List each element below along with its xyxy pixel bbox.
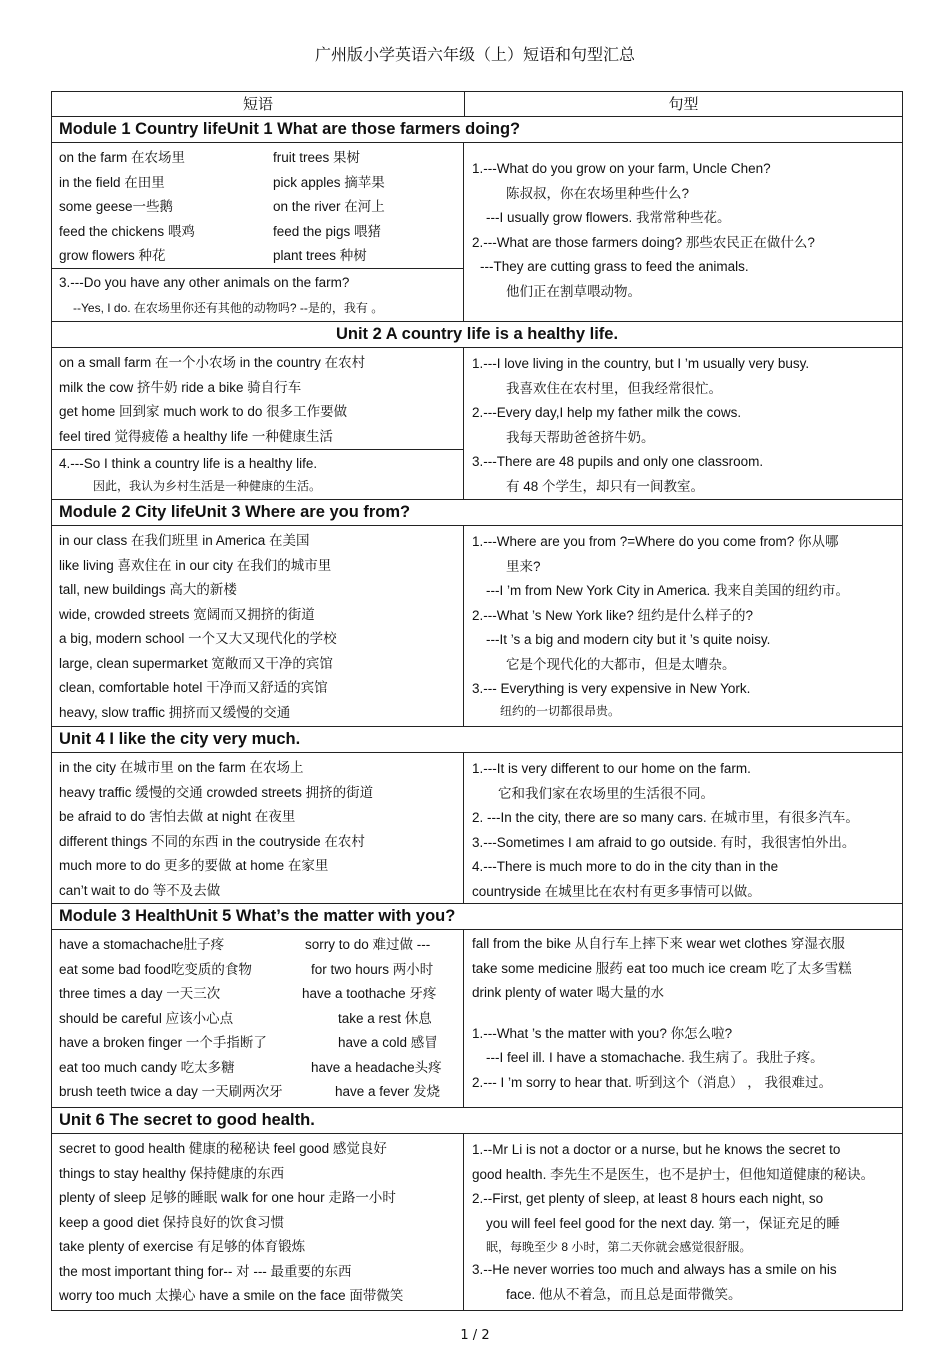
header-phrases: 短语 xyxy=(52,92,465,116)
phrase-line: large, clean supermarket 宽敞而又干净的宾馆 xyxy=(59,655,333,671)
phrase-line: feed the chickens 喂鸡 feed the pigs 喂猪 xyxy=(59,223,382,239)
phrase-line: a big, modern school 一个又大又现代化的学校 xyxy=(59,631,337,646)
phrase-line: take plenty of exercise 有足够的体育锻炼 xyxy=(59,1239,306,1254)
phrase-line: in the city 在城市里 on the farm 在农场上 xyxy=(59,760,304,775)
phrase-line: feel tired 觉得疲倦 a healthy life 一种健康生活 xyxy=(59,428,333,444)
unit-1-row xyxy=(52,143,902,322)
unit-2-phrases xyxy=(52,348,464,499)
phrase-line: grow flowers 种花 plant trees 种树 xyxy=(59,248,367,263)
section-module-2: Module 2 City lifeUnit 3 Where are you from? xyxy=(52,500,902,526)
phrase-line: three times a day 一天三次 have a toothache 牙疼 xyxy=(59,986,437,1001)
phrase-line: have a stomachache肚子疼 sorry to do 难过做 --- xyxy=(59,937,431,952)
unit-4-phrases xyxy=(52,753,464,903)
unit-1-extra-sentence: 3.---Do you have any other animals on the farm? --Yes, I do. 在农场里你还有其他的动物吗? --是的，我有 。 xyxy=(52,268,463,320)
unit-1-phrases xyxy=(52,143,464,321)
unit-6-row xyxy=(52,1134,902,1310)
phrase-line: on a small farm 在一个小农场 in the country 在农村 xyxy=(59,355,366,370)
unit-5-phrases xyxy=(52,930,464,1107)
unit-3-row xyxy=(52,526,902,727)
unit-6-sentences: 1.--Mr Li is not a doctor or a nurse, but he knows the secret to good health. 李先生不是医生，也不是护士，但他知道健康的秘诀。 2.--First, get plenty of sleep, at least 8 hours each night, so you will feel feel good for the next day. 第一，保证充足的睡 眠，每晚至少 8 小时，第二天你就会感觉很舒服。 3.--He never worries too much and always has a smile on his face. 他从不着急，而且总是面带微笑。 xyxy=(472,1142,875,1302)
phrase-line: heavy traffic 缓慢的交通 crowded streets 拥挤的街道 xyxy=(59,784,374,800)
phrase-line: heavy, slow traffic 拥挤而又缓慢的交通 xyxy=(59,704,291,720)
unit-6-phrases xyxy=(52,1134,464,1310)
summary-table xyxy=(51,91,903,1311)
phrase-line: have a broken finger 一个手指断了 have a cold 感冒 xyxy=(59,1035,438,1050)
unit-2-row xyxy=(52,348,902,500)
phrase-line: plenty of sleep 足够的睡眠 walk for one hour 走路一小时 xyxy=(59,1190,396,1205)
phrase-line: keep a good diet 保持良好的饮食习惯 xyxy=(59,1214,285,1230)
unit-4-sentences: 1.---It is very different to our home on the farm. 它和我们家在农场里的生活很不同。 2. ---In the city, there are so many cars. 在城市里，有很多汽车。 3.---Sometimes I am afraid to go outside. 有时，我很害怕外出。 4.---There is much more to do in the city than in the countryside 在城里比在农村有更多事情可以做。 xyxy=(472,761,859,899)
unit-3-sentences: 1.---Where are you from ?=Where do you come from? 你从哪 里来? ---I ’m from New York City in America. 我来自美国的纽约市。 2.---What ’s New York like? 纽约是什么样子的? ---It ’s a big and modern city but it ’s quite noisy. 它是个现代化的大都市，但是太嘈杂。 3.--- Everything is very expensive in New York. 纽约的一切都很昂贵。 xyxy=(472,534,850,718)
phrase-line: wide, crowded streets 宽阔而又拥挤的街道 xyxy=(59,606,315,622)
table-header xyxy=(52,92,902,117)
phrase-line: much more to do 更多的要做 at home 在家里 xyxy=(59,858,329,873)
phrase-line: the most important thing for-- 对 --- 最重要的东西 xyxy=(59,1263,352,1279)
unit-5-row xyxy=(52,930,902,1108)
phrase-line: eat too much candy 吃太多糖 have a headache头疼 xyxy=(59,1059,442,1075)
phrase-line: be afraid to do 害怕去做 at night 在夜里 xyxy=(59,809,296,824)
section-unit-2: Unit 2 A country life is a healthy life. xyxy=(52,322,902,348)
phrase-line: tall, new buildings 高大的新楼 xyxy=(59,582,237,597)
section-module-3: Module 3 HealthUnit 5 What’s the matter with you? xyxy=(52,904,902,930)
unit-2-sentences: 1.---I love living in the country, but I ’m usually very busy. 我喜欢住在农村里，但我经常很忙。 2.---Every day,I help my father milk the cows. 我每天帮助爸爸挤牛奶。 3.---There are 48 pupils and only one classroom. 有 48 个学生，却只有一间教室。 xyxy=(472,356,810,494)
phrase-line: like living 喜欢住在 in our city 在我们的城市里 xyxy=(59,557,332,573)
phrase-line: some geese一些鹅 on the river 在河上 xyxy=(59,199,385,214)
section-module-1: Module 1 Country lifeUnit 1 What are those farmers doing? xyxy=(52,117,902,143)
phrase-line: clean, comfortable hotel 干净而又舒适的宾馆 xyxy=(59,680,328,695)
phrase-line: worry too much 太操心 have a smile on the face 面带微笑 xyxy=(59,1288,404,1303)
unit-4-row xyxy=(52,753,902,904)
phrase-line: get home 回到家 much work to do 很多工作要做 xyxy=(59,404,348,419)
phrase-line: secret to good health 健康的秘秘诀 feel good 感觉良好 xyxy=(59,1141,387,1156)
unit-3-phrases xyxy=(52,526,464,726)
unit-1-sentences: 1.---What do you grow on your farm, Uncle Chen? 陈叔叔，你在农场里种些什么? ---I usually grow flowers. 我常常种些花。 2.---What are those farmers doing? 那些农民正在做什么? ---They are cutting grass to feed the animals. 他们正在割草喂动物。 xyxy=(472,161,815,299)
section-unit-6: Unit 6 The secret to good health. xyxy=(52,1108,902,1134)
phrase-line: in our class 在我们班里 in America 在美国 xyxy=(59,533,310,548)
phrase-line: milk the cow 挤牛奶 ride a bike 骑自行车 xyxy=(59,379,302,395)
phrase-line: should be careful 应该小心点 take a rest 休息 xyxy=(59,1010,432,1026)
phrase-line: things to stay healthy 保持健康的东西 xyxy=(59,1165,285,1181)
unit-5-sentences: fall from the bike 从自行车上摔下来 wear wet clothes 穿湿衣服 take some medicine 服药 eat too much ice cream 吃了太多雪糕 drink plenty of water 喝大量的水 1.---What ’s the matter with you? 你怎么啦? ---I feel ill. I have a stomachache. 我生病了。我肚子疼。 2.--- I ’m sorry to hear that. 听到这个（消息） ， 我很难过。 xyxy=(472,936,852,1090)
unit-2-extra-sentence: 4.---So I think a country life is a healthy life. 因此，我认为乡村生活是一种健康的生活。 xyxy=(52,449,463,495)
phrase-line: can’t wait to do 等不及去做 xyxy=(59,882,221,898)
phrase-line: on the farm 在农场里 fruit trees 果树 xyxy=(59,150,361,165)
header-sentences: 句型 xyxy=(668,95,699,113)
phrase-line: different things 不同的东西 in the coutryside 在农村 xyxy=(59,833,365,849)
phrase-line: eat some bad food吃变质的食物 for two hours 两小时 xyxy=(59,961,434,977)
phrase-line: in the field 在田里 pick apples 摘苹果 xyxy=(59,174,385,190)
phrase-line: brush teeth twice a day 一天刷两次牙 have a fever 发烧 xyxy=(59,1084,441,1099)
page-number: 1 / 2 xyxy=(460,1328,490,1343)
section-unit-4: Unit 4 I like the city very much. xyxy=(52,727,902,753)
page-title: 广州版小学英语六年级（上）短语和句型汇总 xyxy=(314,45,635,64)
